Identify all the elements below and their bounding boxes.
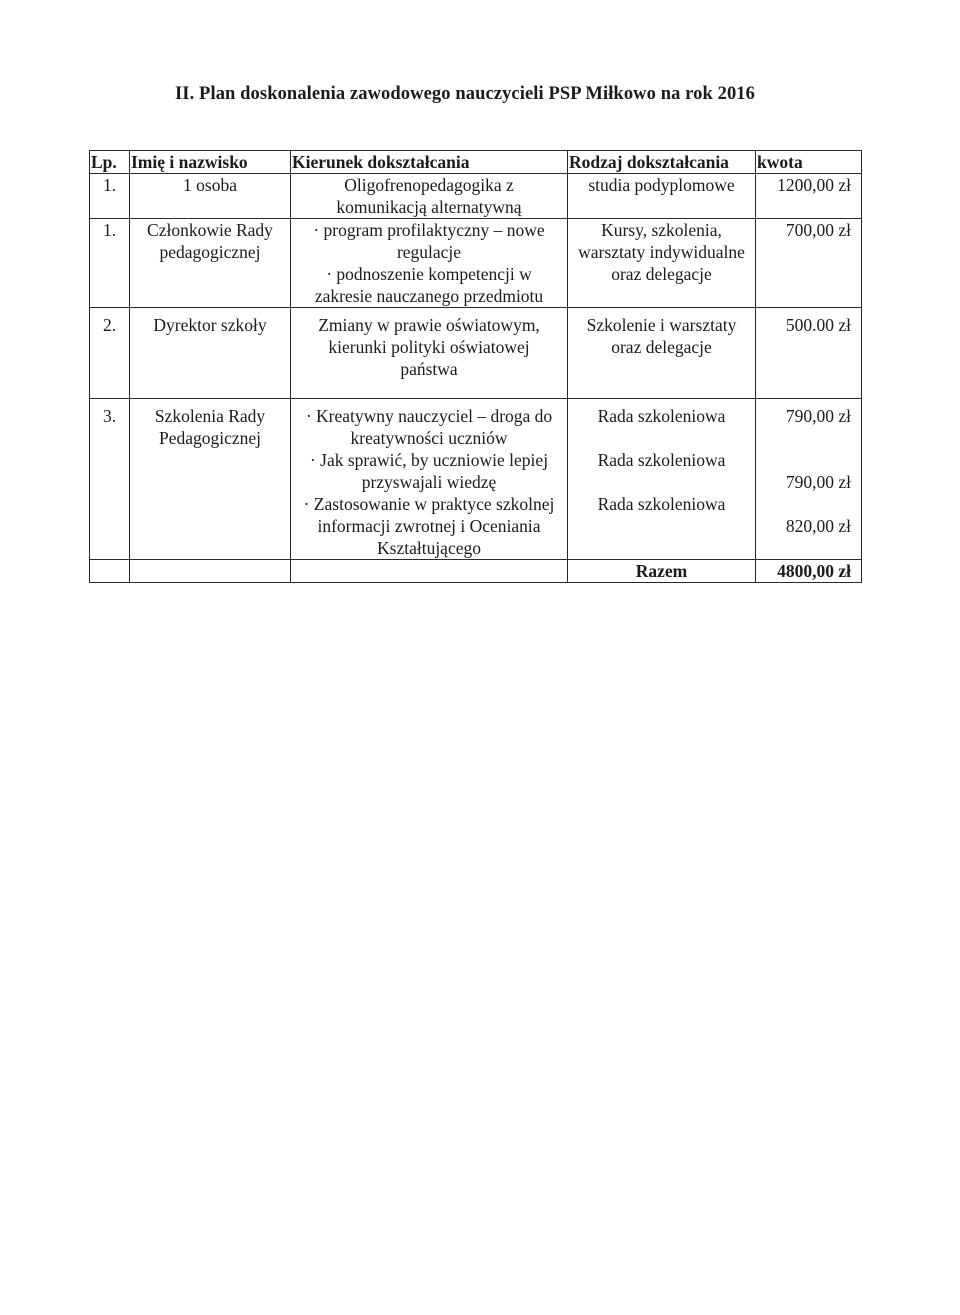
cell-type [568,399,756,560]
cell-lp: 1. [90,219,130,308]
name-line: Pedagogicznej [158,428,262,448]
cell-lp: 1. [90,174,130,219]
direction-line: kierunki polityki oświatowej [328,337,530,357]
name-line: Szkolenia Rady [154,406,266,426]
cell-lp: 2. [90,308,130,399]
direction-line: kreatywności uczniów [350,428,508,448]
header-direction: Kierunek dokształcania [291,151,568,174]
cell-type [568,308,756,399]
type-line: oraz delegacje [611,264,712,284]
amount-line: 700,00 zł [785,220,851,240]
cell-name [130,174,291,219]
type-line: oraz delegacje [611,337,712,357]
amount-line: 790,00 zł [785,472,851,492]
direction-line: Oligofrenopedagogika z [344,175,514,195]
cell-empty [130,560,291,583]
cell-type [568,174,756,219]
name-line: pedagogicznej [159,242,261,262]
name-line: Dyrektor szkoły [153,315,267,335]
amount-line: 1200,00 zł [777,175,851,195]
cell-name [130,219,291,308]
cell-amount [756,219,862,308]
total-label: Razem [568,560,756,583]
direction-line: regulacje [396,242,462,262]
cell-lp: 3. [90,399,130,560]
cell-name [130,308,291,399]
type-line: Kursy, szkolenia, [601,220,722,240]
header-lp: Lp. [90,151,130,174]
header-type: Rodzaj dokształcania [568,151,756,174]
direction-line: Kształtującego [377,538,481,558]
training-plan-table [89,150,862,583]
type-line: Rada szkoleniowa [597,406,726,426]
name-line: 1 osoba [183,175,237,195]
cell-empty [291,560,568,583]
page-title: II. Plan doskonalenia zawodowego nauczycieli PSP Miłkowo na rok 2016 [175,84,756,104]
cell-direction [291,308,568,399]
header-amount: kwota [756,151,862,174]
direction-line: komunikacją alternatywną [336,197,522,217]
table-row [90,308,862,399]
cell-direction [291,174,568,219]
table-header-row [90,151,862,174]
direction-line: przyswajali wiedzę [361,472,497,492]
type-line: studia podyplomowe [588,175,735,195]
cell-direction [291,219,568,308]
name-line: Członkowie Rady [147,220,273,240]
direction-line: Zmiany w prawie oświatowym, [318,315,540,335]
direction-line: zakresie nauczanego przedmiotu [314,286,544,306]
direction-line: informacji zwrotnej i Oceniania [317,516,541,536]
header-name: Imię i nazwisko [130,151,291,174]
type-line: Rada szkoleniowa [597,494,726,514]
direction-line: państwa [400,359,458,379]
cell-name [130,399,291,560]
type-line: warsztaty indywidualne [578,242,745,262]
cell-empty [90,560,130,583]
type-line: Szkolenie i warsztaty [586,315,737,335]
amount-line: 500.00 zł [785,315,851,335]
cell-type [568,219,756,308]
table-row [90,174,862,219]
direction-line: · program profilaktyczny – nowe [313,220,545,240]
direction-line: · podnoszenie kompetencji w [326,264,532,284]
cell-amount [756,399,862,560]
type-line: Rada szkoleniowa [597,450,726,470]
direction-line: · Zastosowanie w praktyce szkolnej [303,494,555,514]
cell-amount [756,174,862,219]
cell-direction [291,399,568,560]
table-row [90,219,862,308]
amount-line: 790,00 zł [785,406,851,426]
direction-line: · Kreatywny nauczyciel – droga do [305,406,553,426]
cell-amount [756,308,862,399]
total-row [90,560,862,583]
direction-line: · Jak sprawić, by uczniowie lepiej [309,450,549,470]
table-row [90,399,862,560]
amount-line: 820,00 zł [785,516,851,536]
total-value: 4800,00 zł [756,560,862,583]
